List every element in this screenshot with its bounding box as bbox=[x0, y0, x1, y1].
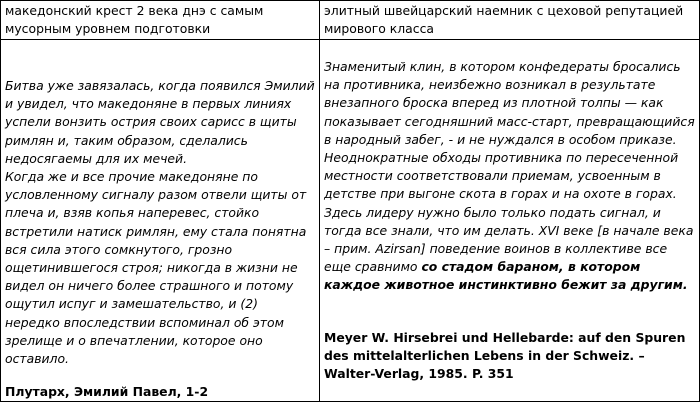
meyer-quote-main: Знаменитый клин, в котором конфедераты бросались на противника, неизбежно возникал в результате внезапного броска вперед из плотной толпы — как показывает сегодняшний масс-старт, превращающийся в народный забег, - и не нуждался в особом приказе. Неоднократные обходы противника по пересеченной местности соответствовали приемам, усвоенным в детстве при выгоне скота в горах и на охоте в горах. Здесь лидеру нужно было только подать сигнал, и тогда все знали, что им делать. XVI веке [в начале века – прим. Azirsan] поведение воинов в коллективе все еще сравнимо bbox=[324, 59, 699, 275]
meyer-quote bbox=[324, 58, 699, 295]
right-column-header: элитный швейцарский наемник с цеховой репутацией мирового класса bbox=[324, 3, 684, 36]
left-column-body bbox=[1, 40, 319, 401]
meyer-citation: Meyer W. Hirsebrei und Hellebarde: auf den Spuren des mittelalterlichen Lebens in der Schweiz. – Walter-Verlag, 1985. P. 351 bbox=[324, 330, 690, 382]
right-column-body bbox=[320, 40, 699, 401]
meyer-quote-bold: со стадом бараном, в котором каждое животное инстинктивно бежит за другим. bbox=[324, 259, 688, 293]
left-column-header: македонский крест 2 века днэ с самым мусорным уровнем подготовки bbox=[5, 3, 264, 36]
plutarch-citation: Плутарх, Эмилий Павел, 1-2 bbox=[5, 384, 209, 399]
plutarch-quote: Битва уже завязалась, когда появился Эмилий и увидел, что македоняне в первых линиях успели вонзить острия своих сарисс в щиты римлян и, таким образом, сделались недосягаемы для их мечей. Когда же и все прочие македоняне по условленному сигналу разом отвели щиты от плеча и, взяв копья наперевес, стойко встретили натиск римлян, ему стала понятна вся сила этого сомкнутого, грозно ощетинившегося строя; никогда в жизни не видел он ничего более страшного и потому ощутил испуг и замешательство, и (2) нередко впоследствии вспоминал об этом зрелище и о впечатлении, которое оно оставило. bbox=[5, 78, 315, 367]
